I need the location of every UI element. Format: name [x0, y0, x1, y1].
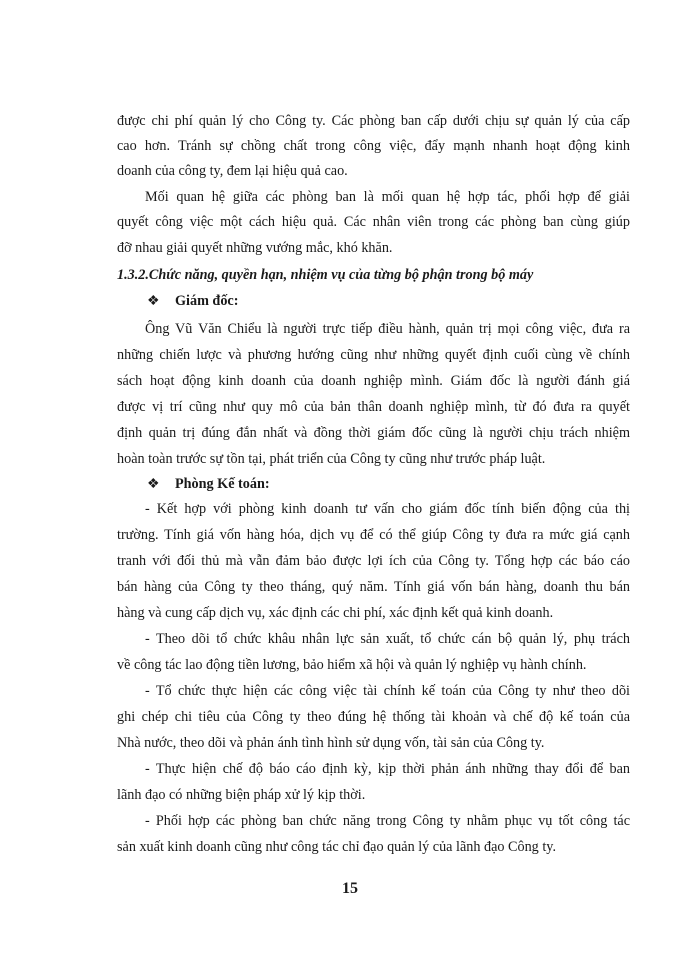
paragraph-line: Ông Vũ Văn Chiểu là người trực tiếp điều hành, quản trị mọi công việc, đưa ra	[145, 321, 630, 337]
paragraph-line: - Thực hiện chế độ báo cáo định kỳ, kịp thời phản ánh những thay đổi để ban	[145, 761, 630, 777]
paragraph-line: hàng và cung cấp dịch vụ, xác định các chi phí, xác định kết quả kinh doanh.	[117, 605, 554, 621]
diamond-bullet-icon: ❖	[147, 293, 160, 309]
accounting-heading: Phòng Kế toán:	[175, 476, 270, 492]
paragraph-line: quyết công việc một cách hiệu quả. Các nhân viên trong các phòng ban cùng giúp	[117, 214, 630, 230]
paragraph-line: được chi phí quản lý cho Công ty. Các phòng ban cấp dưới chịu sự quản lý của cấp	[117, 113, 630, 129]
paragraph-line: cao hơn. Tránh sự chồng chất trong công việc, đẩy mạnh nhanh hoạt động kinh	[117, 138, 630, 154]
paragraph-line: tranh với đối thủ mà vẫn đảm bảo được lợi ích của Công ty. Tổng hợp các báo cáo	[117, 553, 630, 569]
paragraph-line: đỡ nhau giải quyết những vướng mắc, khó khăn.	[117, 240, 393, 256]
paragraph-line: định quản trị đúng đắn nhất và đồng thời giám đốc cũng là người chịu trách nhiệm	[117, 425, 630, 441]
paragraph-line: về công tác lao động tiền lương, bảo hiểm xã hội và quản lý nghiệp vụ hành chính.	[117, 657, 587, 673]
paragraph-line: sản xuất kinh doanh cũng như công tác chỉ đạo quản lý của lãnh đạo Công ty.	[117, 839, 556, 855]
section-heading: 1.3.2.Chức năng, quyền hạn, nhiệm vụ của từng bộ phận trong bộ máy	[117, 267, 534, 283]
paragraph-line: hoàn toàn trước sự tồn tại, phát triển của Công ty cũng như trước pháp luật.	[117, 451, 546, 467]
page-number: 15	[342, 880, 358, 897]
paragraph-line: được vị trí cũng như quy mô của bản thân doanh nghiệp mình, từ đó đưa ra quyết	[117, 399, 630, 415]
paragraph-line: lãnh đạo có những biện pháp xử lý kịp thời.	[117, 787, 366, 803]
director-heading-row	[147, 291, 238, 311]
paragraph-line: bán hàng của Công ty theo tháng, quý năm. Tính giá vốn bán hàng, doanh thu bán	[117, 579, 630, 595]
paragraph-line: - Theo dõi tổ chức khâu nhân lực sản xuất, tổ chức cán bộ quản lý, phụ trách	[145, 631, 630, 647]
diamond-bullet-icon: ❖	[147, 476, 160, 492]
paragraph-line: Nhà nước, theo dõi và phản ánh tình hình sử dụng vốn, tài sản của Công ty.	[117, 735, 545, 751]
paragraph-line: những chiến lược và phương hướng cũng như những quyết định cuối cùng về chính	[117, 347, 630, 363]
paragraph-line: - Tổ chức thực hiện các công việc tài chính kế toán của Công ty như theo dõi	[145, 683, 630, 699]
paragraph-line: trường. Tính giá vốn hàng hóa, dịch vụ để có thể giúp Công ty đưa ra mức giá cạnh	[117, 527, 630, 543]
paragraph-line: - Kết hợp với phòng kinh doanh tư vấn cho giám đốc tính biến động của thị	[145, 501, 630, 517]
paragraph-line: ghi chép chi tiêu của Công ty theo đúng hệ thống tài khoản và chế độ kế toán của	[117, 709, 630, 725]
paragraph-line: doanh của công ty, đem lại hiệu quả cao.	[117, 163, 348, 179]
accounting-heading-row	[147, 474, 270, 494]
director-heading: Giám đốc:	[175, 293, 239, 309]
paragraph-line: Mối quan hệ giữa các phòng ban là mối quan hệ hợp tác, phối hợp để giải	[145, 189, 630, 205]
paragraph-line: - Phối hợp các phòng ban chức năng trong Công ty nhằm phục vụ tốt công tác	[145, 813, 630, 829]
paragraph-line: sách hoạt động kinh doanh của doanh nghiệp mình. Giám đốc là người đánh giá	[117, 373, 630, 389]
